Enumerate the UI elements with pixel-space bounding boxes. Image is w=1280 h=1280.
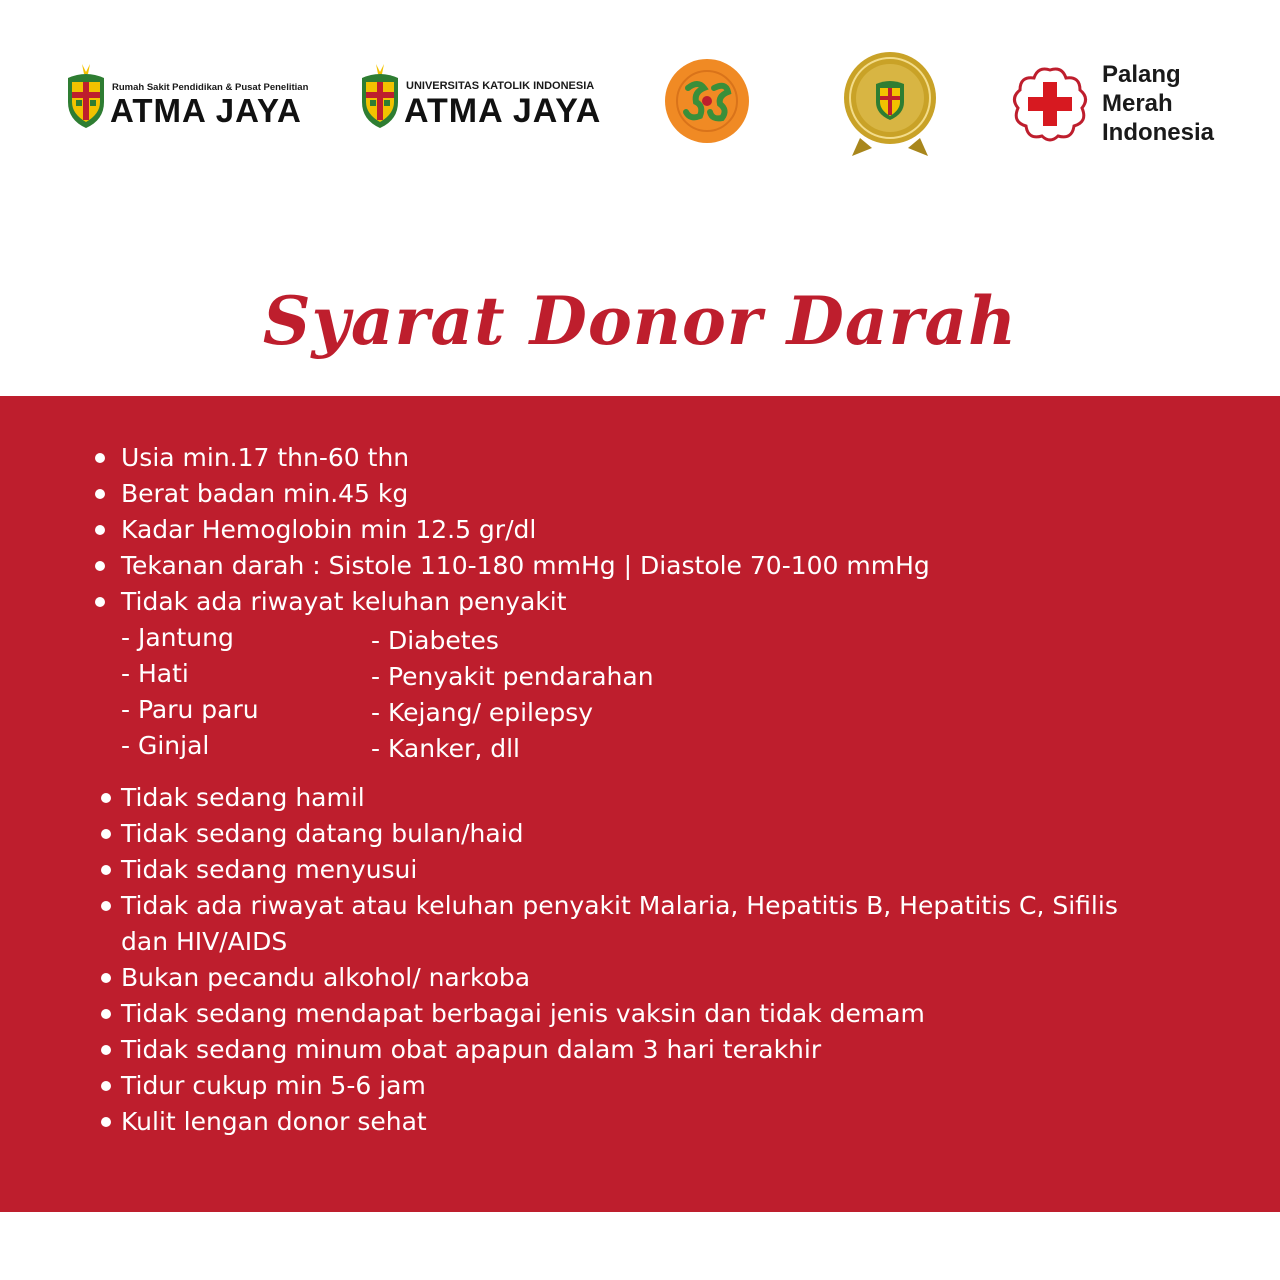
bullet-marker: [101, 793, 111, 803]
pmi-logo: [1010, 60, 1240, 148]
requirement-item: Bukan pecandu alkohol/ narkoba: [121, 963, 531, 992]
disease-item: - Jantung: [121, 623, 234, 652]
requirement-item: Tidur cukup min 5-6 jam: [121, 1071, 426, 1100]
atma-jaya-shield-icon: [62, 62, 110, 130]
orange-anniversary-emblem: [664, 58, 750, 144]
requirement-item: Tidak ada riwayat atau keluhan penyakit Malaria, Hepatitis B, Hepatitis C, Sifilis: [121, 891, 1118, 920]
requirement-item: Tidak ada riwayat keluhan penyakit: [121, 587, 567, 616]
disease-item: - Penyakit pendarahan: [371, 662, 654, 691]
disease-item: - Kanker, dll: [371, 734, 520, 763]
requirement-item-continuation: dan HIV/AIDS: [121, 927, 288, 956]
bullet-marker: [95, 453, 105, 463]
requirement-item: Kulit lengan donor sehat: [121, 1107, 427, 1136]
red-cross-icon: [1010, 64, 1090, 144]
rs-atma-jaya-name: ATMA JAYA: [110, 92, 302, 129]
logo-row: [0, 0, 1280, 200]
requirement-item: Tidak sedang menyusui: [121, 855, 418, 884]
bullet-marker: [95, 525, 105, 535]
requirement-item: Berat badan min.45 kg: [121, 479, 409, 508]
disease-item: - Hati: [121, 659, 189, 688]
page-title: Syarat Donor Darah: [262, 282, 1018, 360]
anniversary-emblem-icon: [664, 58, 750, 144]
gold-seal-emblem: [842, 44, 938, 158]
bullet-marker: [101, 829, 111, 839]
requirement-item: Usia min.17 thn-60 thn: [121, 443, 410, 472]
disease-item: - Ginjal: [121, 731, 210, 760]
requirement-item: Tidak sedang hamil: [121, 783, 365, 812]
disease-item: - Diabetes: [371, 626, 499, 655]
bullet-marker: [101, 1045, 111, 1055]
requirement-item: Kadar Hemoglobin min 12.5 gr/dl: [121, 515, 537, 544]
gold-seal-icon: [842, 44, 938, 158]
bullet-marker: [95, 489, 105, 499]
bullet-marker: [95, 597, 105, 607]
rs-atma-jaya-logo: [62, 62, 312, 132]
bullet-marker: [101, 1081, 111, 1091]
bullet-marker: [101, 1009, 111, 1019]
bullet-marker: [101, 865, 111, 875]
rs-atma-jaya-subtitle: Rumah Sakit Pendidikan & Pusat Penelitian: [112, 82, 309, 93]
bullet-marker: [95, 561, 105, 571]
pmi-name-line1: Palang: [1102, 61, 1181, 88]
bullet-marker: [101, 973, 111, 983]
unika-atma-jaya-subtitle: UNIVERSITAS KATOLIK INDONESIA: [406, 80, 595, 92]
requirements-panel: [0, 396, 1280, 1212]
disease-item: - Paru paru: [121, 695, 259, 724]
bullet-marker: [101, 1117, 111, 1127]
atma-jaya-shield-icon: [356, 62, 404, 130]
bullet-marker: [101, 901, 111, 911]
disease-item: - Kejang/ epilepsy: [371, 698, 594, 727]
requirement-item: Tekanan darah : Sistole 110-180 mmHg | Diastole 70-100 mmHg: [121, 551, 930, 580]
pmi-name: [1102, 60, 1214, 147]
pmi-name-line3: Indonesia: [1102, 119, 1215, 146]
requirement-item: Tidak sedang minum obat apapun dalam 3 hari terakhir: [121, 1035, 822, 1064]
requirement-item: Tidak sedang datang bulan/haid: [121, 819, 524, 848]
requirement-item: Tidak sedang mendapat berbagai jenis vaksin dan tidak demam: [121, 999, 925, 1028]
pmi-name-line2: Merah: [1102, 90, 1173, 117]
unika-atma-jaya-logo: [356, 62, 608, 132]
unika-atma-jaya-name: ATMA JAYA: [404, 92, 602, 130]
